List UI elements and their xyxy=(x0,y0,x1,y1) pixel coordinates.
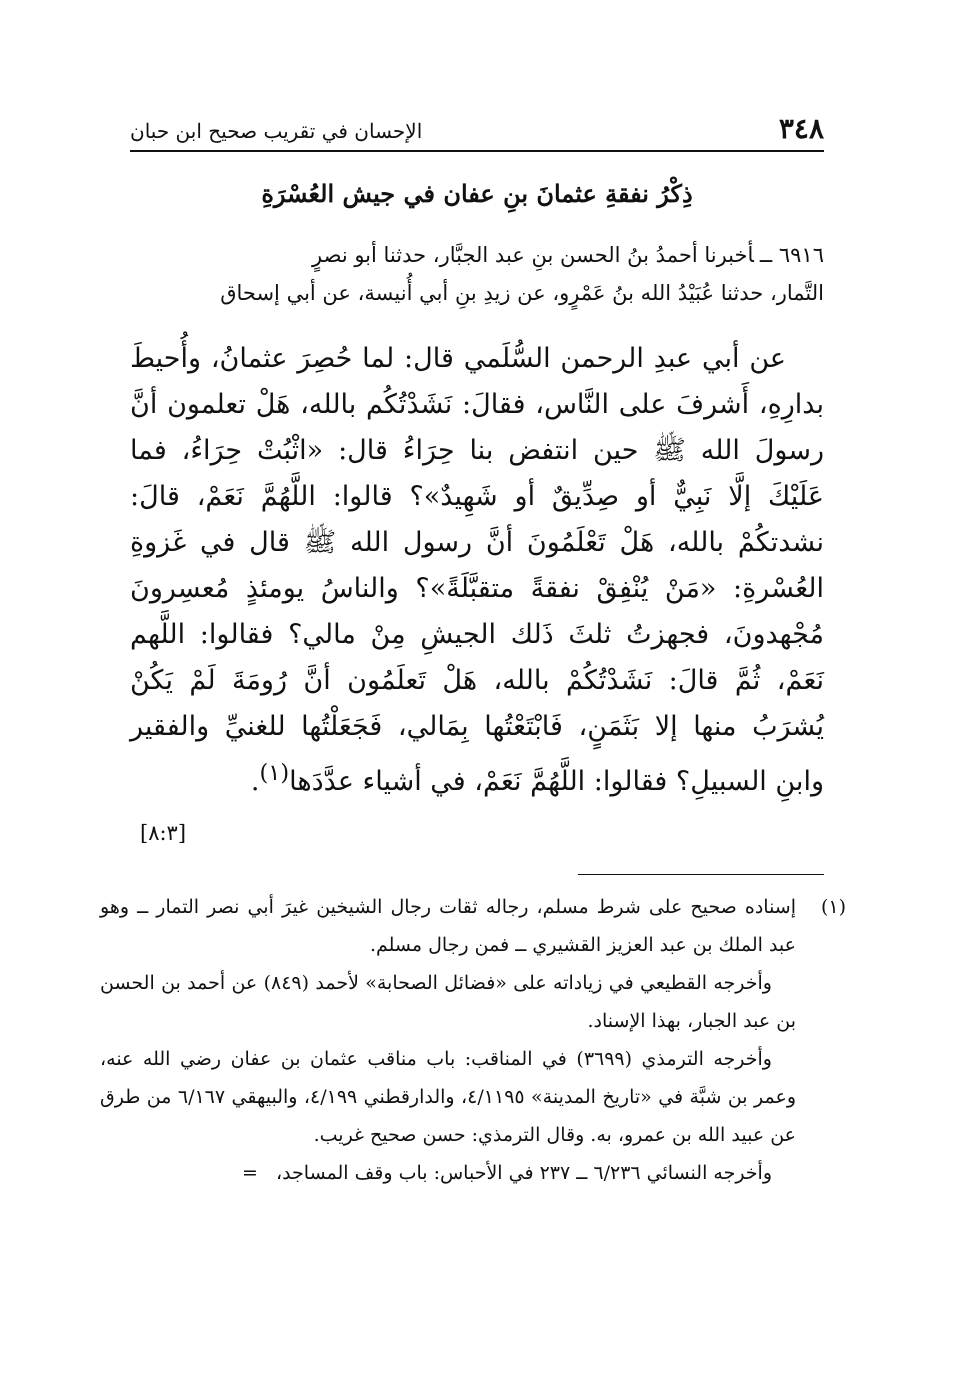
footnotes xyxy=(100,888,846,1192)
isnad-text: أخبرنا أحمدُ بنُ الحسن بنِ عبد الجبَّار، حدثنا أبو نصرٍ xyxy=(312,243,754,267)
footnote-text: وأخرجه النسائي ٦/٢٣٦ ــ ٢٣٧ في الأحباس: باب وقف المساجد، xyxy=(275,1162,772,1184)
hadith-matn xyxy=(130,336,824,805)
source-reference: [٨:٣] xyxy=(140,821,187,845)
matn-paragraph xyxy=(130,336,824,805)
isnad-line xyxy=(130,236,824,274)
page-number: ٣٤٨ xyxy=(778,112,824,145)
chapter-title: ذِكْرُ نفقةِ عثمانَ بنِ عفان في جيش العُسْرَةِ xyxy=(261,179,693,208)
footnote-paragraph: وأخرجه القطيعي في زياداته على «فضائل الصحابة» لأحمد (٨٤٩) عن أحمد بن الحسن بن عبد الجبار، بهذا الإسناد. xyxy=(100,972,796,1032)
header-rule xyxy=(130,150,824,152)
running-title: الإحسان في تقريب صحيح ابن حبان xyxy=(130,119,423,143)
footnote-paragraph: إسناده صحيح على شرط مسلم، رجاله ثقات رجال الشيخين غيرَ أبي نصر التمار ــ وهو عبد الملك بن عبد العزيز القشيري ــ فمن رجال مسلم. xyxy=(100,896,796,956)
hadith-number: ٦٩١٦ ــ xyxy=(759,243,824,267)
footnote-paragraph-last xyxy=(100,1154,796,1192)
footnote-separator xyxy=(578,874,824,875)
footnote-body xyxy=(100,888,796,1192)
matn-text: عن أبي عبدِ الرحمن السُّلَمي قال: لما حُصِرَ عثمانُ، وأُحيطَ بدارِهِ، أَشرفَ على النَّاس، فقالَ: نَشَدْتُكُم بالله، هَلْ تعلمون أنَّ رسولَ الله ﷺ حين انتفض بنا حِرَاءُ قال: «اثْبُتْ حِرَاءُ، فما عَلَيْكَ إلَّا نَبِيٌّ أو صِدِّيقٌ أو شَهِيدٌ»؟ قالوا: اللَّهُمَّ نَعَمْ، قالَ: نشدتكُمْ بالله، هَلْ تَعْلَمُونَ أنَّ رسول الله ﷺ قال في غَزوةِ العُسْرةِ: «مَنْ يُنْفِقْ نفقةً متقبَّلَةً»؟ والناسُ يومئذٍ مُعسِرونَ مُجْهدونَ، فجهزتُ ثلثَ ذَلك الجيشِ مِنْ مالي؟ فقالوا: اللَّهم نَعَمْ، ثُمَّ قالَ: نَشَدْتُكُمْ بالله، هَلْ تَعلَمُون أنَّ رُومَةَ لَمْ يَكُنْ يُشرَبُ منها إلا بَثَمَنٍ، فَابْتَعْتُها بِمَالي، فَجَعَلْتُها للغنيِّ والفقير وابنِ السبيلِ؟ فقالوا: اللَّهُمَّ نَعَمْ، في أشياء عدَّدَها xyxy=(130,343,824,797)
footnote-paragraph: وأخرجه الترمذي (٣٦٩٩) في المناقب: باب مناقب عثمان بن عفان رضي الله عنه، وعمر بن شبَّة في «تاريخ المدينة» ٤/١١٩٥، والدارقطني ٤/١٩٩، والبيهقي ٦/١٦٧ من طرق عن عبيد الله بن عمرو، به. وقال الترمذي: حسن صحيح غريب. xyxy=(100,1048,796,1146)
page-header xyxy=(130,108,824,146)
continuation-mark: = xyxy=(242,1162,258,1184)
footnote-number: (١) xyxy=(820,896,846,918)
isnad-line: التَّمار، حدثنا عُبَيْدُ الله بنُ عَمْرٍو، عن زيدِ بنِ أبي أُنيسة، عن أبي إسحاق xyxy=(220,281,824,305)
footnote-marker: (١) xyxy=(259,760,290,786)
footnote-1 xyxy=(100,888,846,1192)
matn-end-mark: . xyxy=(250,766,260,797)
hadith-isnad xyxy=(130,236,824,312)
